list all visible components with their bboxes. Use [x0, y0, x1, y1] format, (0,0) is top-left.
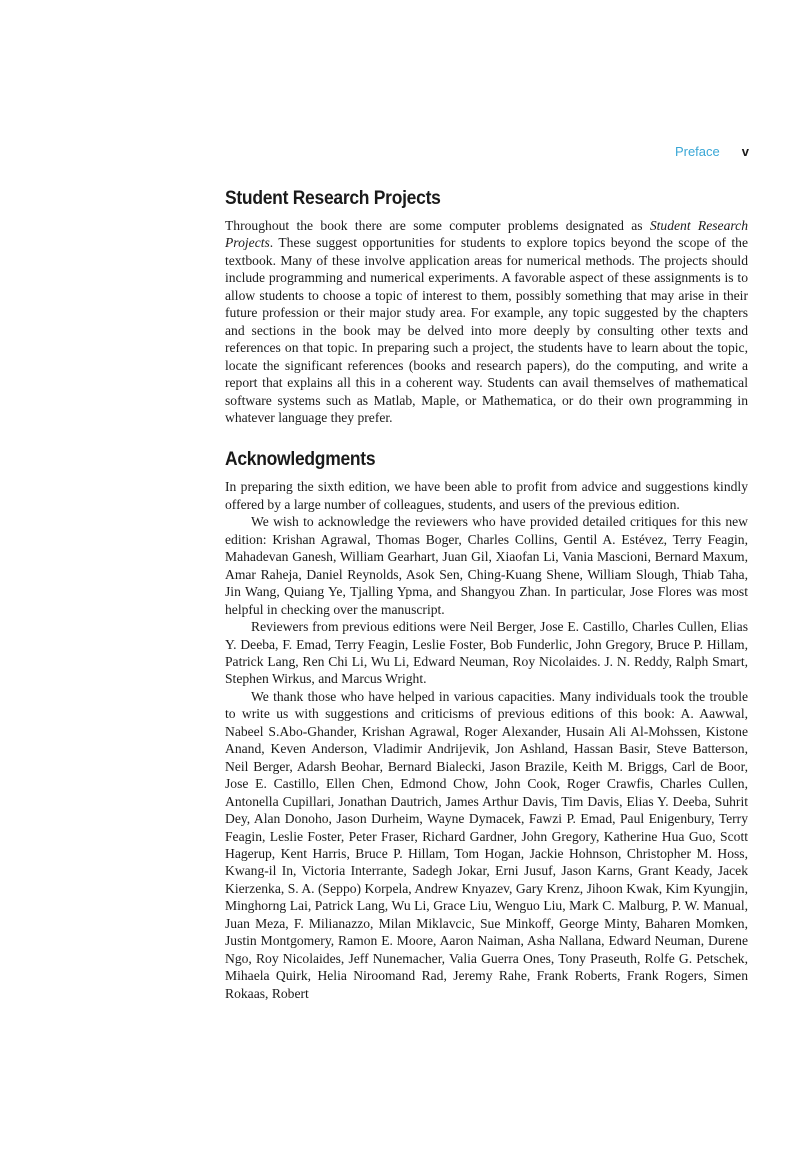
running-head — [675, 144, 749, 160]
research-text-end: . These suggest opportunities for students to explore topics beyond the scope of the textbook. Many of these involve application areas for numerical methods. The projects should include programming and numerical experiments. A favorable aspect of these assignments is to allow students to choose a topic of interest to them, possibly something that may arise in their future profession or their major study area. For example, any topic suggested by the chapters and sections in the book may be delved into more deeply by consulting other texts and references on that topic. In preparing such a project, the students have to learn about the topic, locate the significant references (books and research papers), do the computing, and write a report that explains all this in a coherent way. Students can avail themselves of mathematical software systems such as Matlab, Maple, or Mathematica, or do their own programming in whatever language they prefer. — [225, 235, 748, 425]
acknowledgments-paragraph-2: We wish to acknowledge the reviewers who have provided detailed critiques for this new edition: Krishan Agrawal, Thomas Boger, Charles Collins, Gentil A. Estévez, Terry Feagin, Mahadevan Ganesh, William Gearhart, Juan Gil, Xiaofan Li, Vania Mascioni, Bernard Maxum, Amar Raheja, Daniel Reynolds, Asok Sen, Ching-Kuang Shene, William Slough, Thiab Taha, Jin Wang, Quiang Ye, Tjalling Ypma, and Shangyou Zhan. In particular, Jose Flores was most helpful in checking over the manuscript. — [225, 514, 748, 617]
acknowledgments-paragraph-1: In preparing the sixth edition, we have been able to profit from advice and suggestions kindly offered by a large number of colleagues, students, and users of the previous edition. — [225, 479, 748, 512]
running-head-section: Preface — [674, 144, 720, 159]
acknowledgments-paragraph-3: Reviewers from previous editions were Neil Berger, Jose E. Castillo, Charles Cullen, Elias Y. Deeba, F. Emad, Terry Feagin, Leslie Foster, Bob Funderlic, John Gregory, Bruce P. Hillam, Patrick Lang, Ren Chi Li, Wu Li, Edward Neuman, Roy Nicolaides. J. N. Reddy, Ralph Smart, Stephen Wirkus, and Marcus Wright. — [225, 619, 748, 687]
research-projects-paragraph — [225, 217, 748, 426]
research-text-start: Throughout the book there are some computer problems designated as — [225, 218, 650, 233]
acknowledgments-heading: Acknowledgments — [225, 449, 376, 471]
page-number: v — [741, 144, 749, 159]
acknowledgments-paragraph-4: We thank those who have helped in various capacities. Many individuals took the trouble to write us with suggestions and criticisms of previous editions of this book: A. Aawwal, Nabeel S.Abo-Ghander, Krishan Agrawal, Roger Alexander, Husain Ali Al-Mohssen, Kistone Anand, Keven Anderson, Vladimir Andrijevik, Jon Ashland, Hassan Basir, Steve Batterson, Neil Berger, Adarsh Beohar, Bernard Bialecki, Jason Brazile, Keith M. Briggs, Carl de Boor, Jose E. Castillo, Ellen Chen, Edmond Chow, John Cook, Roger Crawfis, Charles Cullen, Antonella Cupillari, Jonathan Dautrich, James Arthur Davis, Tim Davis, Elias Y. Deeba, Suhrit Dey, Alan Donoho, Jason Durheim, Wayne Dymacek, Fawzi P. Emad, Paul Enigenbury, Terry Feagin, Leslie Foster, Peter Fraser, Richard Gardner, John Gregory, Katherine Hua Guo, Scott Hagerup, Kent Harris, Bruce P. Hillam, Tom Hogan, Jackie Hohnson, Christopher M. Hoss, Kwang-il In, Victoria Interrante, Sadegh Jokar, Erni Jusuf, Jason Karns, Grant Keady, Jacek Kierzenka, S. A. (Seppo) Korpela, Andrew Knyazev, Gary Krenz, Jihoon Kwak, Kim Kyungjin, Minghorng Lai, Patrick Lang, Wu Li, Grace Liu, Wenguo Liu, Mark C. Malburg, P. W. Manual, Juan Meza, F. Milianazzo, Milan Miklavcic, Sue Minkoff, George Minty, Baharen Momken, Justin Montgomery, Ramon E. Moore, Aaron Naiman, Asha Nallana, Edward Neuman, Durene Ngo, Roy Nicolaides, Jeff Nunemacher, Valia Guerra Ones, Tony Praseuth, Rolfe G. Petschek, Mihaela Quirk, Helia Niroomand Rad, Jeremy Rahe, Frank Roberts, Frank Rogers, Simen Rokaas, Robert — [225, 688, 748, 1001]
research-emphasis: Student Research Projects — [225, 218, 748, 251]
page-body — [225, 187, 748, 1002]
research-projects-heading: Student Research Projects — [225, 188, 441, 209]
